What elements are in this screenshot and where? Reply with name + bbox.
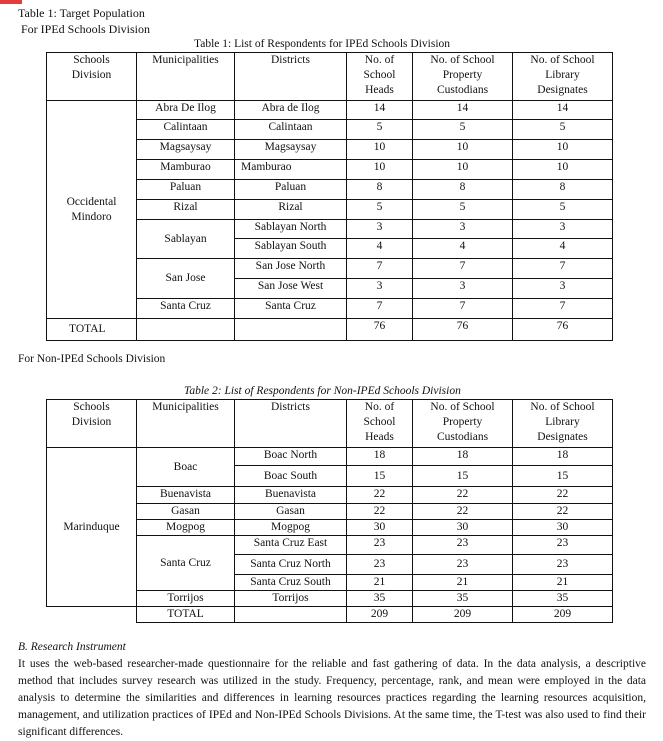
librarians-cell: 5	[513, 200, 613, 220]
municipality-cell: Santa Cruz	[137, 299, 235, 319]
custodians-cell: 3	[413, 279, 513, 299]
table-row	[47, 448, 613, 466]
librarians-cell: 21	[513, 575, 613, 591]
heads-cell: 7	[347, 299, 413, 319]
district-cell: Gasan	[235, 504, 347, 520]
district-cell: Mogpog	[235, 520, 347, 536]
municipality-cell: Abra De Ilog	[137, 101, 235, 120]
total-empty-cell	[235, 319, 347, 341]
total-custodians: 76	[413, 319, 513, 341]
district-cell: Santa Cruz North	[235, 555, 347, 575]
district-cell: Magsaysay	[235, 140, 347, 160]
municipality-cell: Santa Cruz	[137, 536, 235, 591]
district-cell: San Jose North	[235, 259, 347, 279]
heads-cell: 8	[347, 180, 413, 200]
col-header-heads: No. of School Heads	[347, 400, 413, 448]
total-row	[47, 607, 613, 623]
table1-header-row	[47, 53, 613, 101]
librarians-cell: 10	[513, 140, 613, 160]
heads-cell: 23	[347, 555, 413, 575]
table2	[46, 399, 613, 623]
custodians-cell: 15	[413, 466, 513, 487]
municipality-cell: Rizal	[137, 200, 235, 220]
custodians-cell: 7	[413, 259, 513, 279]
district-cell: Mamburao	[235, 160, 347, 180]
table1-caption: Table 1: List of Respondents for IPEd Schools Division	[194, 38, 451, 50]
total-librarians: 209	[513, 607, 613, 623]
municipality-cell: Mogpog	[137, 520, 235, 536]
heads-cell: 10	[347, 160, 413, 180]
table2-header-row	[47, 400, 613, 448]
district-cell: Boac South	[235, 466, 347, 487]
table2-caption: Table 2: List of Respondents for Non-IPEd Schools Division	[184, 385, 461, 397]
custodians-cell: 8	[413, 180, 513, 200]
heads-cell: 10	[347, 140, 413, 160]
district-cell: Calintaan	[235, 120, 347, 140]
section-paragraph: It uses the web-based researcher-made questionnaire for the reliable and fast gathering of data. In the data analysis, a descriptive method that includes survey research was utilized in the study. Frequency, percentage, rank, and mean were employed in the data analysis to determine the similarities and differences in learning resources practices regarding the learning resources acquisition, management, and utilization practices of IPEd and Non-IPEd Schools Divisions. At the same time, the T-test was also used to find their significant differences.	[18, 658, 646, 738]
heads-cell: 3	[347, 220, 413, 239]
district-cell: Sablayan North	[235, 220, 347, 239]
municipality-cell: Calintaan	[137, 120, 235, 140]
heads-cell: 4	[347, 239, 413, 259]
district-cell: Santa Cruz	[235, 299, 347, 319]
municipality-cell: Gasan	[137, 504, 235, 520]
section-title: B. Research Instrument	[18, 641, 126, 653]
custodians-cell: 30	[413, 520, 513, 536]
col-header-custodians: No. of School Property Custodians	[413, 53, 513, 101]
col-header-heads: No. of School Heads	[347, 53, 413, 101]
district-cell: Santa Cruz South	[235, 575, 347, 591]
librarians-cell: 35	[513, 591, 613, 607]
division-cell: Occidental Mindoro	[47, 101, 137, 319]
district-cell: Paluan	[235, 180, 347, 200]
custodians-cell: 23	[413, 536, 513, 555]
page-heading-line2: For IPEd Schools Division	[21, 22, 151, 36]
librarians-cell: 30	[513, 520, 613, 536]
table1	[46, 52, 613, 341]
heads-cell: 21	[347, 575, 413, 591]
col-header-municipalities: Municipalities	[137, 400, 235, 448]
col-header-division: Schools Division	[47, 400, 137, 448]
total-heads: 209	[347, 607, 413, 623]
district-cell: San Jose West	[235, 279, 347, 299]
librarians-cell: 22	[513, 487, 613, 504]
custodians-cell: 23	[413, 555, 513, 575]
librarians-cell: 8	[513, 180, 613, 200]
custodians-cell: 35	[413, 591, 513, 607]
librarians-cell: 14	[513, 101, 613, 120]
heads-cell: 5	[347, 200, 413, 220]
custodians-cell: 3	[413, 220, 513, 239]
municipality-cell: Mamburao	[137, 160, 235, 180]
district-cell: Torrijos	[235, 591, 347, 607]
col-header-librarians: No. of School Library Designates	[513, 400, 613, 448]
col-header-custodians: No. of School Property Custodians	[413, 400, 513, 448]
district-cell: Buenavista	[235, 487, 347, 504]
custodians-cell: 21	[413, 575, 513, 591]
district-cell: Boac North	[235, 448, 347, 466]
custodians-cell: 18	[413, 448, 513, 466]
librarians-cell: 15	[513, 466, 613, 487]
municipality-cell: Sablayan	[137, 220, 235, 259]
librarians-cell: 7	[513, 259, 613, 279]
librarians-cell: 23	[513, 536, 613, 555]
librarians-cell: 5	[513, 120, 613, 140]
municipality-cell: Torrijos	[137, 591, 235, 607]
heads-cell: 22	[347, 504, 413, 520]
librarians-cell: 3	[513, 220, 613, 239]
total-label: TOTAL	[47, 319, 137, 341]
heads-cell: 23	[347, 536, 413, 555]
municipality-cell: Magsaysay	[137, 140, 235, 160]
total-empty-cell	[47, 607, 137, 623]
district-cell: Rizal	[235, 200, 347, 220]
total-empty-cell	[235, 607, 347, 623]
municipality-cell: Paluan	[137, 180, 235, 200]
district-cell: Abra de Ilog	[235, 101, 347, 120]
librarians-cell: 18	[513, 448, 613, 466]
col-header-librarians: No. of School Library Designates	[513, 53, 613, 101]
municipality-cell: Boac	[137, 448, 235, 487]
custodians-cell: 10	[413, 140, 513, 160]
total-label: TOTAL	[137, 607, 235, 623]
total-row	[47, 319, 613, 341]
heads-cell: 3	[347, 279, 413, 299]
librarians-cell: 10	[513, 160, 613, 180]
heads-cell: 18	[347, 448, 413, 466]
librarians-cell: 7	[513, 299, 613, 319]
heads-cell: 5	[347, 120, 413, 140]
custodians-cell: 22	[413, 504, 513, 520]
librarians-cell: 4	[513, 239, 613, 259]
division-cell: Marinduque	[47, 448, 137, 607]
heads-cell: 35	[347, 591, 413, 607]
librarians-cell: 3	[513, 279, 613, 299]
custodians-cell: 5	[413, 120, 513, 140]
page-heading-line1: Table 1: Target Population	[18, 6, 145, 20]
col-header-municipalities: Municipalities	[137, 53, 235, 101]
librarians-cell: 23	[513, 555, 613, 575]
district-cell: Sablayan South	[235, 239, 347, 259]
custodians-cell: 7	[413, 299, 513, 319]
heads-cell: 22	[347, 487, 413, 504]
municipality-cell: San Jose	[137, 259, 235, 299]
heads-cell: 30	[347, 520, 413, 536]
total-custodians: 209	[413, 607, 513, 623]
municipality-cell: Buenavista	[137, 487, 235, 504]
total-empty-cell	[137, 319, 235, 341]
custodians-cell: 14	[413, 101, 513, 120]
heads-cell: 15	[347, 466, 413, 487]
total-heads: 76	[347, 319, 413, 341]
custodians-cell: 5	[413, 200, 513, 220]
custodians-cell: 10	[413, 160, 513, 180]
total-librarians: 76	[513, 319, 613, 341]
custodians-cell: 4	[413, 239, 513, 259]
col-header-division: Schools Division	[47, 53, 137, 101]
custodians-cell: 22	[413, 487, 513, 504]
non-iped-subheading: For Non-IPEd Schools Division	[18, 353, 166, 365]
col-header-districts: Districts	[235, 400, 347, 448]
col-header-districts: Districts	[235, 53, 347, 101]
heads-cell: 14	[347, 101, 413, 120]
table-row	[47, 101, 613, 120]
red-marker	[0, 0, 22, 4]
district-cell: Santa Cruz East	[235, 536, 347, 555]
heads-cell: 7	[347, 259, 413, 279]
librarians-cell: 22	[513, 504, 613, 520]
